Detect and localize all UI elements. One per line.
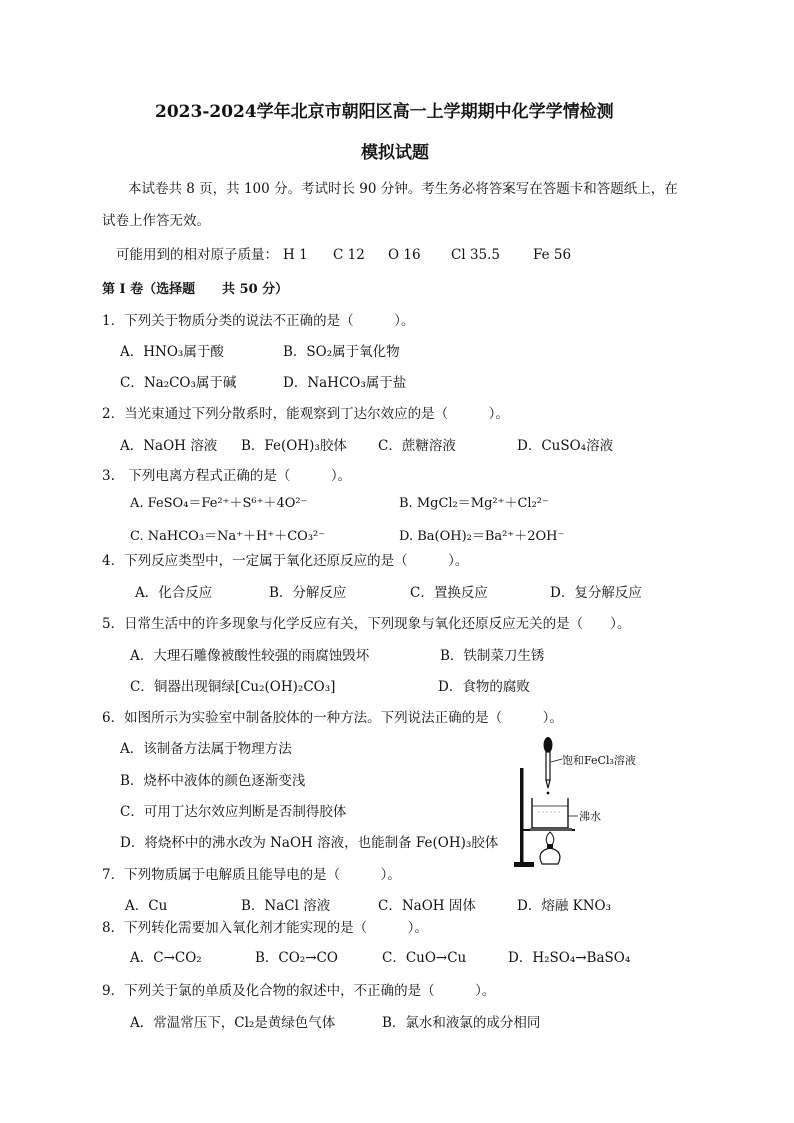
stand-rod <box>520 768 524 864</box>
question-2-option-b: B．Fe(OH)₃胶体 <box>241 438 347 454</box>
question-4-stem: 4．下列反应类型中，一定属于氧化还原反应的是（ ）。 <box>102 553 469 569</box>
dropper-tip <box>546 780 550 788</box>
question-5-stem: 5．日常生活中的许多现象与化学反应有关，下列现象与氧化还原反应无关的是（ ）。 <box>102 616 631 632</box>
intro-line-1: 本试卷共 8 页，共 100 分。考试时长 90 分钟。考生务必将答案写在答题卡和答题纸上，在 <box>128 181 678 197</box>
intro-line-2: 试卷上作答无效。 <box>102 213 210 229</box>
question-7-option-b: B．NaCl 溶液 <box>241 898 331 914</box>
atomic-mass-fe: Fe 56 <box>533 247 572 263</box>
colloid-apparatus-figure <box>490 732 640 874</box>
question-1-stem: 1．下列关于物质分类的说法不正确的是（ ）。 <box>102 313 415 329</box>
question-3-option-c: C. NaHCO₃＝Na⁺＋H⁺＋CO₃²⁻ <box>130 529 326 544</box>
question-4-option-b: B．分解反应 <box>269 585 347 601</box>
question-7-option-a: A．Cu <box>125 898 168 914</box>
beaker <box>532 798 568 828</box>
boiling-water-label: 沸水 <box>579 810 601 823</box>
question-8-option-c: C．CuO→Cu <box>382 950 467 966</box>
question-5-option-d: D．食物的腐败 <box>438 679 530 695</box>
question-1-option-b: B．SO₂属于氧化物 <box>283 344 400 360</box>
question-3-option-a: A. FeSO₄＝Fe²⁺＋S⁶⁺＋4O²⁻ <box>130 496 308 511</box>
question-1-option-d: D．NaHCO₃属于盐 <box>283 375 407 391</box>
question-8-option-d: D．H₂SO₄→BaSO₄ <box>508 950 631 966</box>
question-8-stem: 8．下列转化需要加入氧化剂才能实现的是（ ）。 <box>102 920 428 936</box>
question-7-stem: 7．下列物质属于电解质且能导电的是（ ）。 <box>102 867 401 883</box>
lamp-wick-holder <box>547 844 553 849</box>
question-4-option-d: D．复分解反应 <box>550 585 642 601</box>
question-6-option-d: D．将烧杯中的沸水改为 NaOH 溶液，也能制备 Fe(OH)₃胶体 <box>120 835 499 851</box>
question-9-option-a: A．常温常压下，Cl₂是黄绿色气体 <box>130 1015 336 1031</box>
atomic-mass-label: 可能用到的相对原子质量： <box>116 247 278 263</box>
wire-gauze <box>530 828 572 831</box>
question-6-option-b: B．烧杯中液体的颜色逐渐变浅 <box>120 773 306 789</box>
dropper-tube <box>546 752 550 780</box>
question-5-option-c: C．铜器出现铜绿[Cu₂(OH)₂CO₃] <box>130 679 336 695</box>
droplet <box>547 792 550 795</box>
question-3-option-b: B. MgCl₂＝Mg²⁺＋Cl₂²⁻ <box>399 496 549 511</box>
section-score: 共 50 分） <box>222 282 289 297</box>
question-8-option-a: A．C→CO₂ <box>130 950 202 966</box>
question-6-stem: 6．如图所示为实验室中制备胶体的一种方法。下列说法正确的是（ ）。 <box>102 710 563 726</box>
question-6-option-a: A．该制备方法属于物理方法 <box>120 741 292 757</box>
atomic-mass-cl: Cl 35.5 <box>451 247 500 263</box>
document-title: 2023-2024学年北京市朝阳区高一上学期期中化学学情检测 <box>155 102 614 122</box>
atomic-mass-h: H 1 <box>283 247 308 263</box>
question-9-stem: 9．下列关于氯的单质及化合物的叙述中，不正确的是（ ）。 <box>102 983 496 999</box>
fecl3-leader-line <box>551 759 562 762</box>
question-5-option-b: B．铁制菜刀生锈 <box>440 648 545 664</box>
alcohol-lamp <box>540 848 560 864</box>
document-subtitle: 模拟试题 <box>361 143 429 163</box>
question-2-option-d: D．CuSO₄溶液 <box>517 438 614 454</box>
question-6-option-c: C．可用丁达尔效应判断是否制得胶体 <box>120 804 347 820</box>
question-1-option-c: C．Na₂CO₃属于碱 <box>120 375 237 391</box>
atomic-mass-o: O 16 <box>388 247 421 263</box>
stand-base <box>514 862 534 867</box>
flame <box>546 832 554 846</box>
question-3-option-d: D. Ba(OH)₂＝Ba²⁺＋2OH⁻ <box>399 529 565 544</box>
question-4-option-c: C．置换反应 <box>410 585 488 601</box>
question-4-option-a: A．化合反应 <box>135 585 213 601</box>
question-3-stem: 3. 下列电离方程式正确的是（ ）。 <box>102 468 352 484</box>
question-8-option-b: B．CO₂→CO <box>255 950 338 966</box>
dropper-bulb <box>544 737 553 753</box>
atomic-mass-c: C 12 <box>333 247 365 263</box>
question-2-stem: 2．当光束通过下列分散系时，能观察到丁达尔效应的是（ ）。 <box>102 406 509 422</box>
fecl3-label: 饱和FeCl₃溶液 <box>562 754 636 767</box>
question-5-option-a: A．大理石雕像被酸性较强的雨腐蚀毁坏 <box>130 648 370 664</box>
section-title: 第 I 卷（选择题 <box>102 282 196 297</box>
question-9-option-b: B．氯水和液氯的成分相同 <box>382 1015 541 1031</box>
question-7-option-c: C．NaOH 固体 <box>378 898 476 914</box>
question-1-option-a: A．HNO₃属于酸 <box>120 344 224 360</box>
question-7-option-d: D．熔融 KNO₃ <box>517 898 611 914</box>
question-2-option-c: C．蔗糖溶液 <box>378 438 456 454</box>
question-2-option-a: A．NaOH 溶液 <box>120 438 218 454</box>
